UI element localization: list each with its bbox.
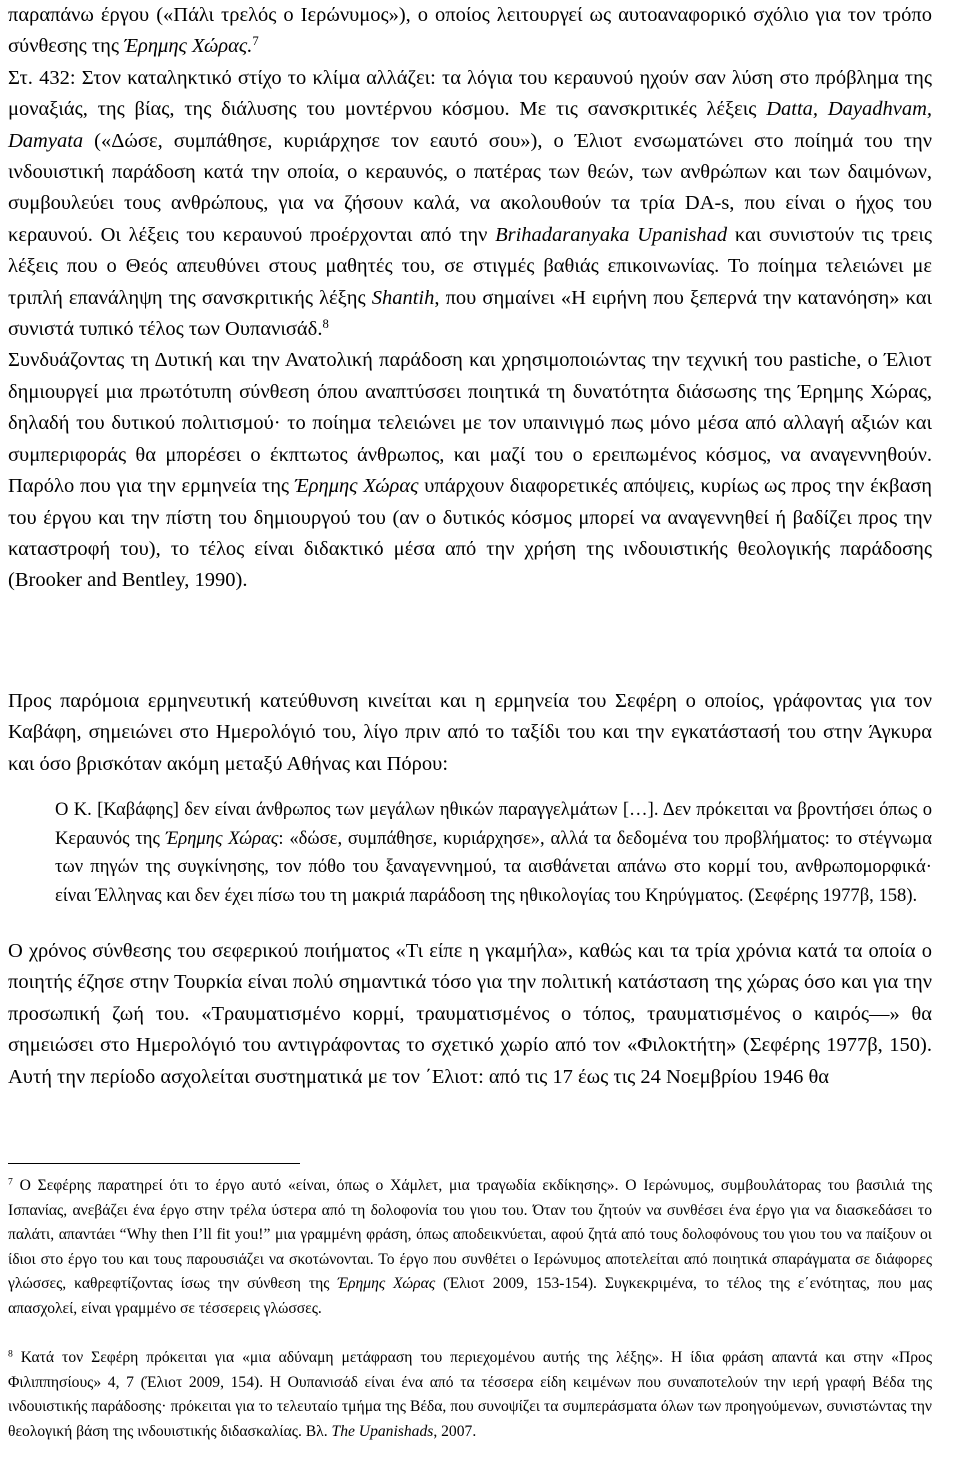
block-quote (55, 796, 932, 910)
italic-book-title: The Upanishads (331, 1422, 434, 1440)
footnote-text: Ο Σεφέρης παρατηρεί ότι το έργο αυτό «είναι, όπως ο Χάμλετ, μια τραγωδία εκδίκησης». Ο Ιερώνυμος, συμβουλάτορας του βασιλιά της Ισπανίας, ανεβάζει ένα έργο στην τρέλα ύστερα από τη δολοφονία του γιου του. Όταν του ζητούν να συνθέσει ένα έργο για να διασκεδάσει το παλάτι, απαντάει “Why then I’ll fit you!” μια γραμμένη φράση, όπως αποδεικνύεται, αφού ζητά από τους δολοφόνους του γιου του να παίξουν οι ίδιοι στο έργο του και τους παρουσιάζει να σκοτώνονται. Το έργο που συνθέτει ο Ιερώνυμος αποτελείται από ποιητικά σπαράγματα σε διάφορες γλώσσες, καθρεφτίζοντας ίσως την σύνθεση της (8, 1177, 932, 1293)
paragraph-camel-poem: Ο χρόνος σύνθεσης του σεφερικού ποιήματος «Τι είπε η γκαμήλα», καθώς και τα τρία χρόνια κατά τα οποία ο ποιητής έζησε στην Τουρκία είναι πολύ σημαντικά τόσο για την πολιτική κατάσταση της χώρας όσο και για την προσωπική ζωή του. «Τραυματισμένο κορμί, τραυματισμένος ο τόπος, τραυματισμένος ο καιρός—» θα σημειώσει στο Ημερολόγιό του αντιγράφοντας το σχετικό χωρίο από τον «Φιλοκτήτη» (Σεφέρης 1977β, 150). Αυτή την περίοδο ασχολείται συστηματικά με τον ΄Ελιοτ: από τις 17 έως τις 24 Νοεμβρίου 1946 θα (8, 940, 932, 1088)
footnote-8 (8, 1346, 932, 1444)
quote-text: Ο Κ. [Καβάφης] δεν είναι άνθρωπος των μεγάλων ηθικών παραγγελμάτων […]. Δεν πρόκειται να βροντήσει όπως ο Κεραυνός της (55, 799, 932, 849)
footnote-text: Κατά τον Σεφέρη πρόκειται για «μια αδύναμη μετάφραση του περιεχομένου αυτής της λέξης». Η ίδια φράση απαντά και στην «Προς Φιλιππησίους» 4, 7 (Έλιοτ 2009, 154). Η Ουπανισάδ είναι ένα από τα τέσσερα είδη κειμένων που συναποτελούν την ιερή γραφή Βέδα της ινδουιστικής παράδοσης· πρόκειται για το τελευταίο τμήμα της Βέδα, που συνοψίζει τα συμπεράσματα όλων των προηγούμενων, συνιστώντας την θεολογική βάση της ινδουιστικής διδασκαλίας. Βλ. (8, 1349, 932, 1440)
footnote-text: , 2007. (433, 1422, 477, 1440)
paragraph-seferis-intro: Προς παρόμοια ερμηνευτική κατεύθυνση κινείται και η ερμηνεία του Σεφέρη ο οποίος, γράφοντας για τον Καβάφη, σημειώνει στο Ημερολόγιό του, λίγο πριν από το ταξίδι του και την εγκατάστασή του στην Άγκυρα και όσο βρισκόταν ακόμη μεταξύ Αθήνας και Πόρου: (8, 690, 932, 775)
footnote-separator (8, 1163, 300, 1164)
footnote-number: 8 (8, 1348, 13, 1360)
paragraph-main (8, 0, 932, 597)
italic-sanskrit-words: Datta, Dayadhvam, Damyata (8, 98, 932, 152)
italic-title: Έρημης Χώρας (165, 827, 279, 849)
italic-sanskrit-word: Shantih (371, 286, 435, 309)
text-run: υπάρχουν διαφορετικές απόψεις, κυρίως ως προς την έκβαση του έργου και την πίστη του δημιουργού του (αν ο δυτικός κόσμος μπορεί να αναγεννηθεί ή βαδίζει προς την καταστροφή του), το τέλος είναι διδακτικό μέσα από την χρήση της ινδουιστικής θεολογικής παράδοσης (Brooker and Bentley, 1990). (8, 475, 932, 592)
text-run: παραπάνω έργου («Πάλι τρελός ο Ιερώνυμος»), ο οποίος λειτουργεί ως αυτοαναφορικό σχόλιο για τον τρόπο σύνθεσης της (8, 4, 932, 58)
footnote-ref-8[interactable]: 8 (322, 317, 329, 332)
italic-title: Έρημης Χώρας. (124, 35, 253, 58)
italic-title: Έρημης Χώρας (337, 1275, 436, 1293)
text-run: Στ. 432: Στον καταληκτικό στίχο το κλίμα αλλάζει: τα λόγια του κεραυνού ηχούν σαν λύση στο πρόβλημα της μοναξιάς, της βίας, της διάλυσης του μοντέρνου κόσμου. Με τις σανσκριτικές λέξεις (8, 66, 932, 121)
quote-text: : «δώσε, συμπάθησε, κυριάρχησε», αλλά τα δεδομένα του προβλήματος: το στέγνωμα των πηγών της συγκίνησης, τον πόθο του ξαναγεννημού, τα αισθάνεται απάνω στο κορμί του, ανθρωπομορφικά· είναι Έλληνας και δεν έχει πίσω του τη μακριά παράδοση της ηθικολογίας του Κηρύγματος. (Σεφέρης 1977β, 158). (55, 827, 932, 906)
italic-source-title: Brihadaranyaka Upanishad (495, 223, 728, 246)
footnote-text: (Έλιοτ 2009, 153-154). Συγκεκριμένα, το τέλος της ε΄ενότητας, που μας απασχολεί, είναι γραμμένο σε τέσσερεις γλώσσες. (8, 1275, 932, 1317)
text-run: Συνδυάζοντας τη Δυτική και την Ανατολική παράδοση και χρησιμοποιώντας την τεχνική του pastiche, ο Έλιοτ δημιουργεί μια πρωτότυπη σύνθεση όπου αναπτύσσει ποιητικά τη δυνατότητα διάσωσης της Έρημης Χώρας, δηλαδή του δυτικού πολιτισμού· το ποίημα τελειώνει με τον υπαινιγμό πως μόνο μέσα από αλλαγή αξιών και συμπεριφοράς θα μπορέσει ο έκπτωτος άνθρωπος, και μαζί του ο ερειπωμένος κόσμος, να αναγεννηθούν. Παρόλο που για την ερμηνεία της (8, 349, 932, 498)
italic-title: Έρημης Χώρας (294, 475, 419, 498)
footnote-7 (8, 1174, 932, 1322)
text-run: και συνιστούν τις τρεις λέξεις που ο Θεός απευθύνει στους μαθητές του, σε στιγμές βαθιάς επικοινωνίας. Το ποίημα τελειώνει με τριπλή επανάληψη της σανσκριτικής λέξης (8, 223, 932, 309)
text-run: , που σημαίνει «Η ειρήνη που ξεπερνά την κατανόηση» και συνιστά τυπικό τέλος των Ουπανισάδ. (8, 286, 932, 341)
footnote-ref-7[interactable]: 7 (252, 34, 259, 49)
text-run: («Δώσε, συμπάθησε, κυριάρχησε τον εαυτό σου»), ο Έλιοτ ενσωματώνει στο ποίημά του την ινδουιστική παράδοση κατά την οποία, ο κεραυνός, ο πατέρας των θεών, των ανθρώπων και των δαιμόνων, συμβουλεύει τους ανθρώπους, για να ζήσουν καλά, να ακολουθούν τα τρία DA-s, που είναι ο ήχος του κεραυνού. Οι λέξεις του κεραυνού προέρχονται από την (8, 129, 932, 246)
footnote-number: 7 (8, 1176, 13, 1188)
